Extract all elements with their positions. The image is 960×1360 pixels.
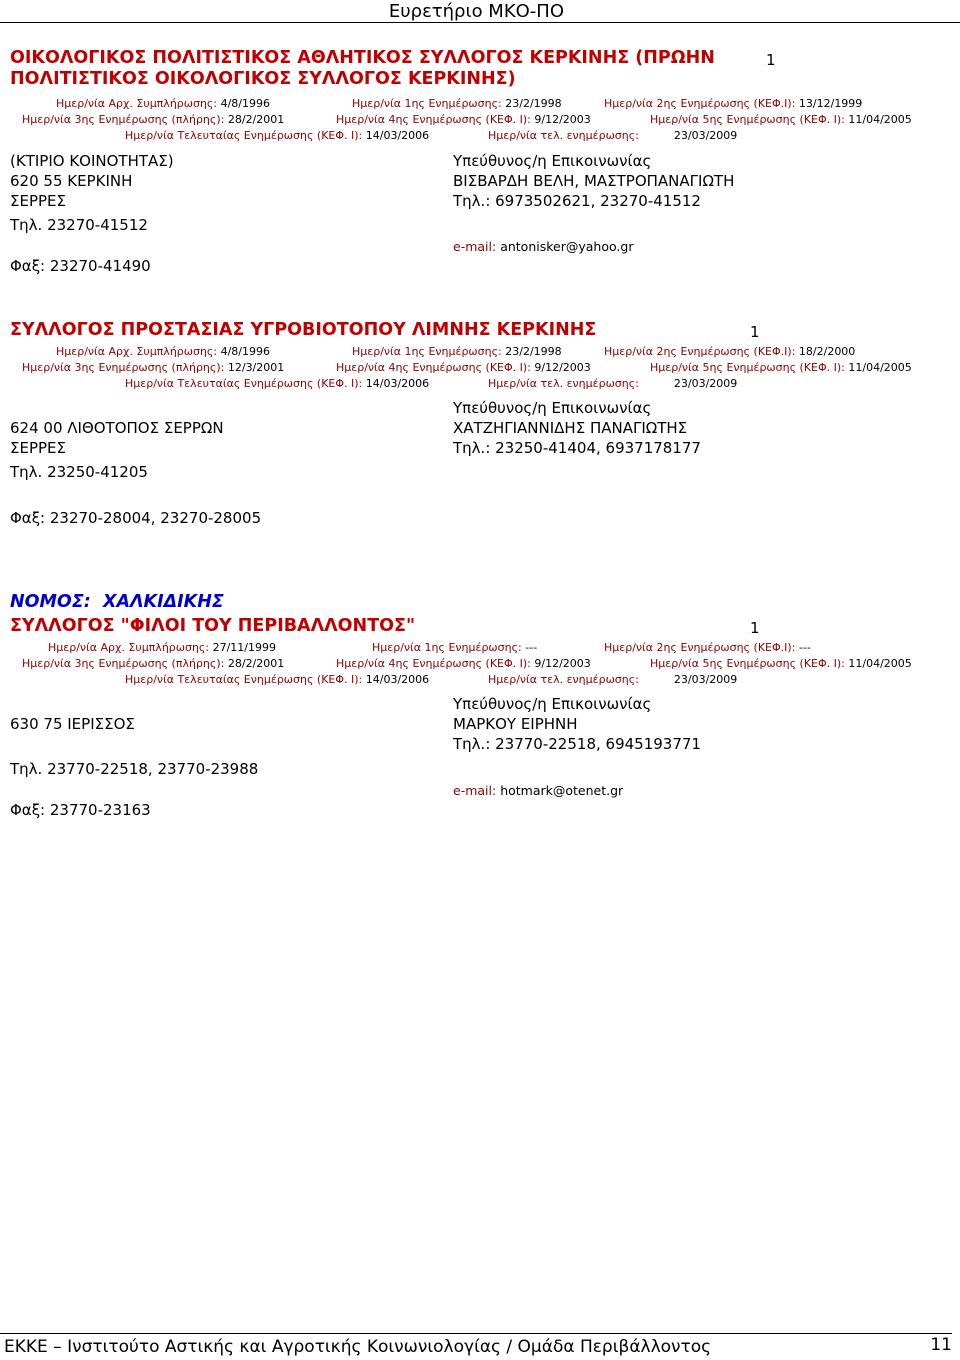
meta-arch: Ημερ/νία Αρχ. Συμπλήρωσης: 4/8/1996 — [56, 97, 270, 110]
meta-upd4: Ημερ/νία 4ης Ενημέρωσης (ΚΕΦ. Ι): 9/12/2003 — [336, 113, 591, 126]
telephone: Τηλ. 23250-41205 — [10, 463, 148, 481]
org-count: 1 — [750, 323, 760, 341]
header-divider — [0, 22, 960, 23]
address-line2: ΣΕΡΡΕΣ — [10, 439, 67, 457]
contact-email: e-mail: antonisker@yahoo.gr — [453, 239, 634, 254]
meta-upd1: Ημερ/νία 1ης Ενημέρωσης: --- — [372, 641, 538, 654]
meta-last: Ημερ/νία Τελευταίας Ενημέρωσης (ΚΕΦ. Ι): 14/03/2006 — [125, 377, 430, 390]
meta-upd2: Ημερ/νία 2ης Ενημέρωσης (ΚΕΦ.Ι): --- — [604, 641, 811, 654]
email-link[interactable]: hotmark@otenet.gr — [500, 783, 624, 798]
footer-divider — [0, 1333, 952, 1334]
address-line1: 630 75 ΙΕΡΙΣΣΟΣ — [10, 715, 135, 733]
contact-telephone: Τηλ.: 23250-41404, 6937178177 — [453, 439, 701, 457]
meta-tel-upd: Ημερ/νία τελ. ενημέρωσης: 23/03/2009 — [488, 377, 738, 390]
address-line1: 624 00 ΛΙΘΟΤΟΠΟΣ ΣΕΡΡΩΝ — [10, 419, 224, 437]
meta-arch: Ημερ/νία Αρχ. Συμπλήρωσης: 4/8/1996 — [56, 345, 270, 358]
meta-arch: Ημερ/νία Αρχ. Συμπλήρωσης: 27/11/1999 — [48, 641, 276, 654]
contact-heading: Υπεύθυνος/η Επικοινωνίας — [453, 152, 652, 170]
contact-telephone: Τηλ.: 6973502621, 23270-41512 — [453, 192, 701, 210]
meta-last: Ημερ/νία Τελευταίας Ενημέρωσης (ΚΕΦ. Ι): 14/03/2006 — [125, 673, 430, 686]
address-line2: 620 55 ΚΕΡΚΙΝΗ — [10, 172, 133, 190]
meta-upd3: Ημερ/νία 3ης Ενημέρωσης (πλήρης): 12/3/2001 — [22, 361, 285, 374]
fax: Φαξ: 23270-28004, 23270-28005 — [10, 509, 262, 527]
contact-heading: Υπεύθυνος/η Επικοινωνίας — [453, 695, 652, 713]
org-title: ΣΥΛΛΟΓΟΣ ΠΡΟΣΤΑΣΙΑΣ ΥΓΡΟΒΙΟΤΟΠΟΥ ΛΙΜΝΗΣ ΚΕΡΚΙΝΗΣ — [10, 320, 597, 340]
org-count: 1 — [766, 51, 776, 69]
meta-upd2: Ημερ/νία 2ης Ενημέρωσης (ΚΕΦ.Ι): 13/12/1999 — [604, 97, 863, 110]
meta-upd4: Ημερ/νία 4ης Ενημέρωσης (ΚΕΦ. Ι): 9/12/2003 — [336, 657, 591, 670]
email-link[interactable]: antonisker@yahoo.gr — [500, 239, 634, 254]
meta-upd3: Ημερ/νία 3ης Ενημέρωσης (πλήρης): 28/2/2001 — [22, 113, 285, 126]
meta-upd1: Ημερ/νία 1ης Ενημέρωσης: 23/2/1998 — [352, 345, 562, 358]
org-title-line1: ΟΙΚΟΛΟΓΙΚΟΣ ΠΟΛΙΤΙΣΤΙΚΟΣ ΑΘΛΗΤΙΚΟΣ ΣΥΛΛΟΓΟΣ ΚΕΡΚΙΝΗΣ (ΠΡΩΗΝ — [10, 48, 715, 68]
page-header-title: Ευρετήριο ΜΚΟ-ΠΟ — [388, 1, 564, 22]
contact-heading: Υπεύθυνος/η Επικοινωνίας — [453, 399, 652, 417]
contact-email: e-mail: hotmark@otenet.gr — [453, 783, 624, 798]
contact-name: ΧΑΤΖΗΓΙΑΝΝΙΔΗΣ ΠΑΝΑΓΙΩΤΗΣ — [453, 419, 688, 437]
org-title-line2: ΠΟΛΙΤΙΣΤΙΚΟΣ ΟΙΚΟΛΟΓΙΚΟΣ ΣΥΛΛΟΓΟΣ ΚΕΡΚΙΝΗΣ) — [10, 69, 516, 89]
fax: Φαξ: 23270-41490 — [10, 257, 151, 275]
meta-upd5: Ημερ/νία 5ης Ενημέρωσης (ΚΕΦ. Ι): 11/04/2005 — [650, 657, 912, 670]
org-count: 1 — [750, 619, 760, 637]
meta-upd5: Ημερ/νία 5ης Ενημέρωσης (ΚΕΦ. Ι): 11/04/2005 — [650, 113, 912, 126]
telephone: Τηλ. 23770-22518, 23770-23988 — [10, 760, 259, 778]
fax: Φαξ: 23770-23163 — [10, 801, 151, 819]
meta-upd3: Ημερ/νία 3ης Ενημέρωσης (πλήρης): 28/2/2001 — [22, 657, 285, 670]
address-line1: (ΚΤΙΡΙΟ ΚΟΙΝΟΤΗΤΑΣ) — [10, 152, 174, 170]
meta-upd2: Ημερ/νία 2ης Ενημέρωσης (ΚΕΦ.Ι): 18/2/2000 — [604, 345, 856, 358]
meta-upd4: Ημερ/νία 4ης Ενημέρωσης (ΚΕΦ. Ι): 9/12/2003 — [336, 361, 591, 374]
contact-telephone: Τηλ.: 23770-22518, 6945193771 — [453, 735, 701, 753]
meta-last: Ημερ/νία Τελευταίας Ενημέρωσης (ΚΕΦ. Ι): 14/03/2006 — [125, 129, 430, 142]
footer-text: ΕΚΚΕ – Ινστιτούτο Αστικής και Αγροτικής Κοινωνιολογίας / Ομάδα Περιβάλλοντος — [4, 1337, 712, 1357]
meta-upd5: Ημερ/νία 5ης Ενημέρωσης (ΚΕΦ. Ι): 11/04/2005 — [650, 361, 912, 374]
meta-upd1: Ημερ/νία 1ης Ενημέρωσης: 23/2/1998 — [352, 97, 562, 110]
page-number: 11 — [930, 1335, 952, 1355]
address-line3: ΣΕΡΡΕΣ — [10, 192, 67, 210]
telephone: Τηλ. 23270-41512 — [10, 216, 148, 234]
meta-tel-upd: Ημερ/νία τελ. ενημέρωσης: 23/03/2009 — [488, 673, 738, 686]
meta-tel-upd: Ημερ/νία τελ. ενημέρωσης: 23/03/2009 — [488, 129, 738, 142]
contact-name: ΒΙΣΒΑΡΔΗ ΒΕΛΗ, ΜΑΣΤΡΟΠΑΝΑΓΙΩΤΗ — [453, 172, 735, 190]
prefecture-heading: ΝΟΜΟΣ: ΧΑΛΚΙΔΙΚΗΣ — [10, 592, 224, 612]
org-title: ΣΥΛΛΟΓΟΣ "ΦΙΛΟΙ ΤΟΥ ΠΕΡΙΒΑΛΛΟΝΤΟΣ" — [10, 616, 416, 636]
contact-name: ΜΑΡΚΟΥ ΕΙΡΗΝΗ — [453, 715, 578, 733]
